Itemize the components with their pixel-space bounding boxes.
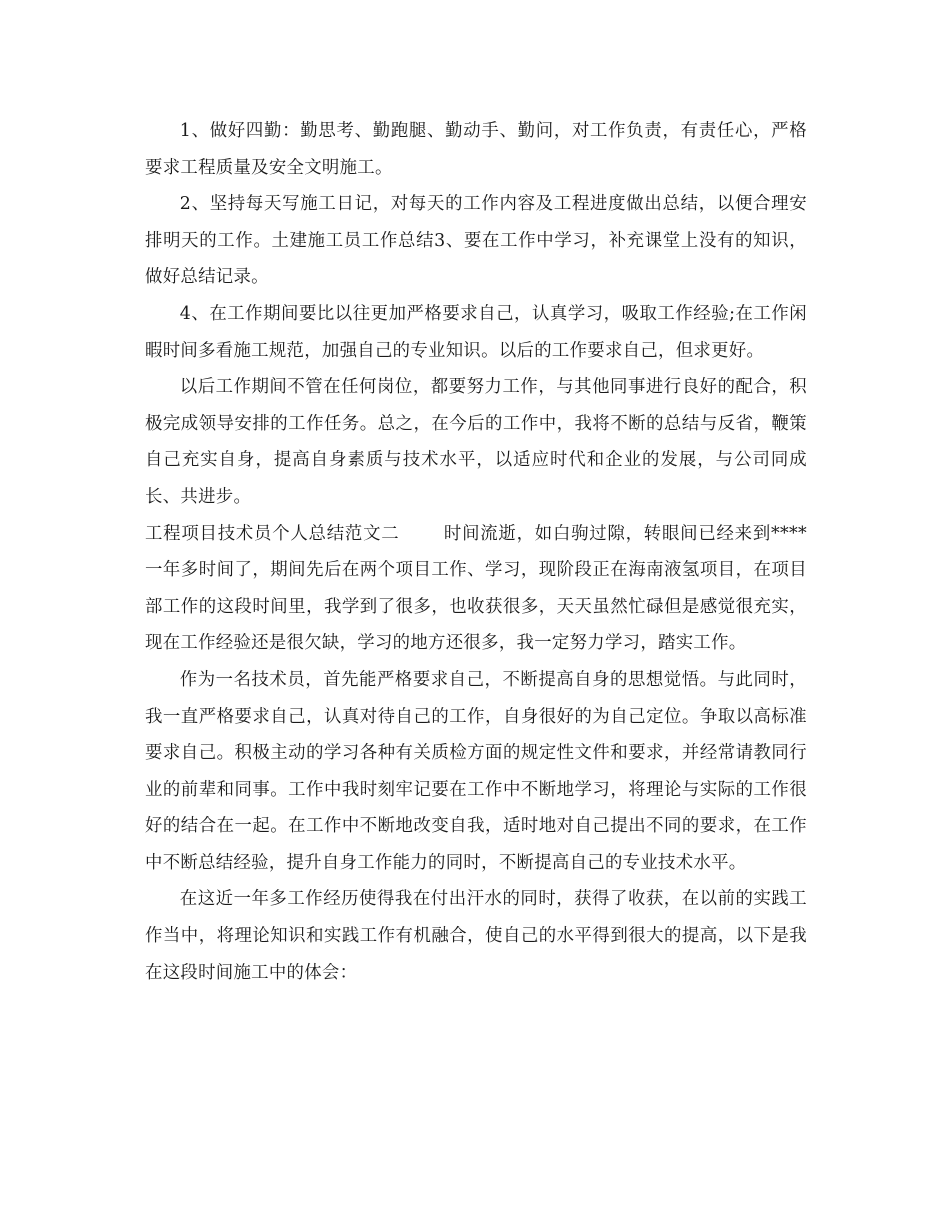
section-title: 工程项目技术员个人总结范文二 bbox=[145, 523, 400, 544]
paragraph-1: 1、做好四勤：勤思考、勤跑腿、勤动手、勤问，对工作负责，有责任心，严格要求工程质量及安全文明施工。 bbox=[145, 121, 807, 178]
paragraph-3: 4、在工作期间要比以往更加严格要求自己，认真学习，吸取工作经验;在工作闲暇时间多看施工规范，加强自己的专业知识。以后的工作要求自己，但求更好。 bbox=[145, 303, 807, 361]
document-body bbox=[145, 113, 807, 991]
section-lead-text: 时间流逝，如白驹过隙，转眼间已经来到****一年多时间了，期间先后在两个项目工作、学习，现阶段正在海南液氢项目，在项目部工作的这段时间里，我学到了很多，也收获很多，天天虽然忙碌但是感觉很充实，现在工作经验还是很欠缺，学习的地方还很多，我一定努力学习，踏实工作。 bbox=[145, 523, 807, 654]
paragraph-6: 在这近一年多工作经历使得我在付出汗水的同时，获得了收获，在以前的实践工作当中，将理论知识和实践工作有机融合，使自己的水平得到很大的提高，以下是我在这段时间施工中的体会： bbox=[145, 889, 807, 983]
section-paragraph bbox=[145, 516, 807, 662]
paragraph-4: 以后工作期间不管在任何岗位，都要努力工作，与其他同事进行良好的配合，积极完成领导安排的工作任务。总之，在今后的工作中，我将不断的总结与反省，鞭策自己充实自身，提高自身素质与技术水平，以适应时代和企业的发展，与公司同成长、共进步。 bbox=[145, 377, 807, 507]
paragraph-2: 2、坚持每天写施工日记，对每天的工作内容及工程进度做出总结，以便合理安排明天的工作。土建施工员工作总结3、要在工作中学习，补充课堂上没有的知识，做好总结记录。 bbox=[145, 194, 807, 288]
paragraph-5: 作为一名技术员，首先能严格要求自己，不断提高自身的思想觉悟。与此同时，我一直严格要求自己，认真对待自己的工作，自身很好的为自己定位。争取以高标准要求自己。积极主动的学习各种有关质检方面的规定性文件和要求，并经常请教同行业的前辈和同事。工作中我时刻牢记要在工作中不断地学习，将理论与实际的工作很好的结合在一起。在工作中不断地改变自我，适时地对自己提出不同的要求，在工作中不断总结经验，提升自身工作能力的同时，不断提高自己的专业技术水平。 bbox=[145, 669, 807, 873]
